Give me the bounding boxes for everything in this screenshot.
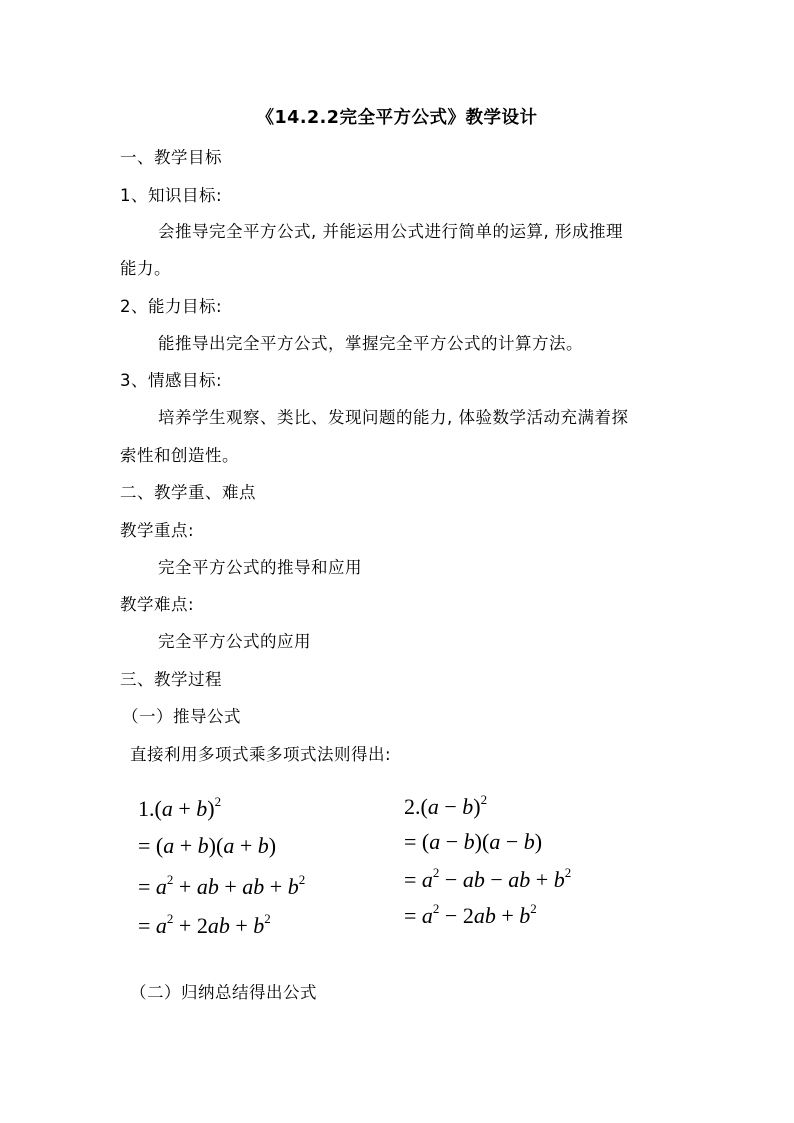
subheading-derive-formula: （一）推导公式 [122, 707, 241, 726]
subheading-ability-objective: 2、能力目标: [120, 297, 223, 316]
formula-left-line3: = $a^2$ + ab + ab + $b^2$ [138, 872, 306, 899]
formula-right-line4: = $a^2 - 2ab + b^2$ [404, 901, 537, 928]
paragraph-knowledge-line1: 会推导完全平方公式, 并能运用公式进行简单的运算, 形成推理 [158, 222, 623, 241]
formula-left-number: 1. [138, 796, 155, 821]
formula-right-line2: = (a − b)(a − b) [404, 829, 543, 854]
formula-left-line2: = (a + b)(a + b) [138, 833, 277, 858]
paragraph-emotion-line2: 索性和创造性。 [120, 446, 239, 465]
paragraph-knowledge-line2: 能力。 [120, 259, 171, 278]
formula-right-line1: $2.(a - b)^2$ [404, 792, 488, 819]
section-heading-objectives: 一、教学目标 [120, 148, 222, 167]
key-point-text: 完全平方公式的推导和应用 [158, 558, 362, 577]
formula-right-number: 2. [404, 794, 421, 819]
subheading-knowledge-objective: 1、知识目标: [120, 186, 223, 205]
formula-right-line3: = $a^2$ − ab − ab + $b^2$ [404, 865, 572, 892]
formula-left-line4: = $a^2 + 2ab + b^2$ [138, 911, 271, 938]
section-heading-process: 三、教学过程 [120, 670, 222, 689]
subheading-key-point: 教学重点: [120, 521, 195, 540]
formula-left-line1: $1.(a + b)^2$ [138, 794, 222, 821]
subheading-emotion-objective: 3、情感目标: [120, 371, 223, 390]
subheading-difficult-point: 教学难点: [120, 595, 195, 614]
document-title: 《14.2.2完全平方公式》教学设计 [256, 108, 538, 128]
subheading-summarize-formula: （二）归纳总结得出公式 [130, 983, 317, 1002]
derive-formula-text: 直接利用多项式乘多项式法则得出: [130, 745, 392, 764]
paragraph-ability-line1: 能推导出完全平方公式，掌握完全平方公式的计算方法。 [158, 334, 583, 353]
difficult-point-text: 完全平方公式的应用 [158, 632, 311, 651]
section-heading-key-difficult: 二、教学重、难点 [120, 483, 256, 502]
paragraph-emotion-line1: 培养学生观察、类比、发现问题的能力, 体验数学活动充满着探 [158, 408, 629, 427]
